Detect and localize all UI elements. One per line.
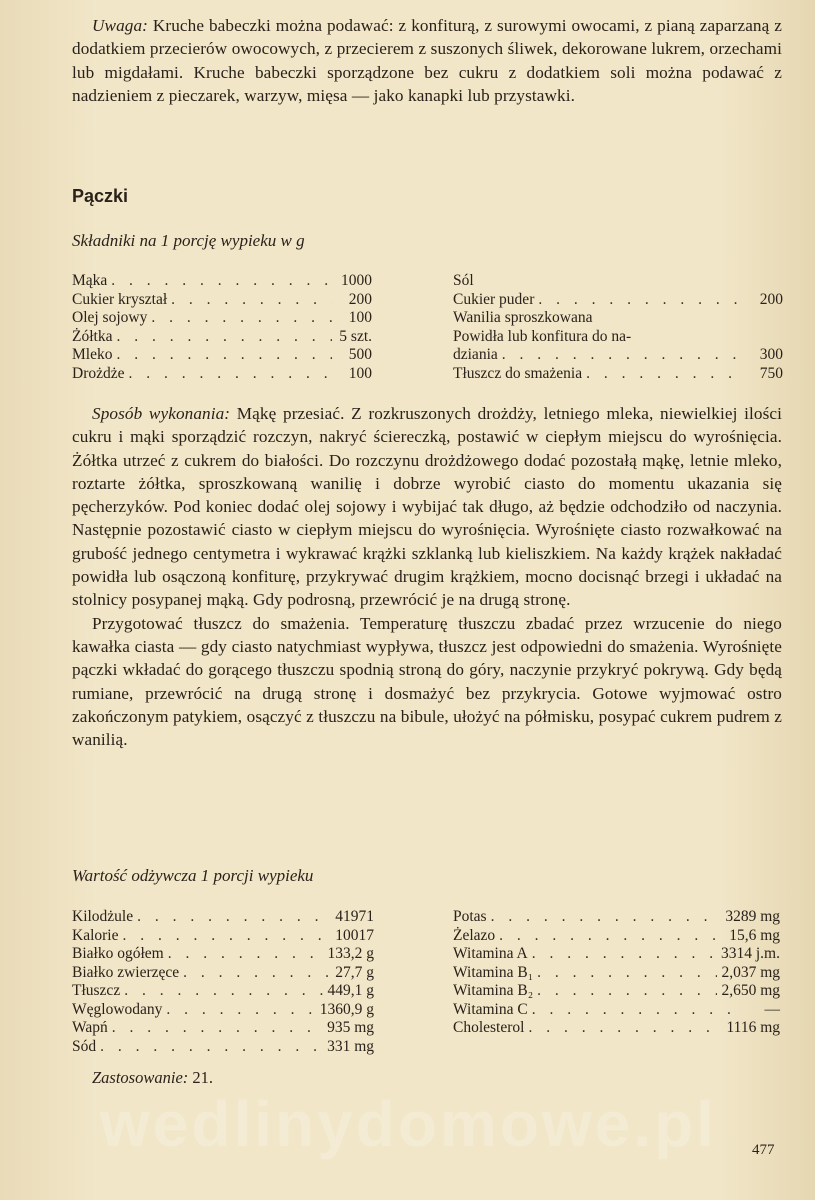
nutrition-right-list bbox=[453, 908, 780, 1038]
nutrition-title: Wartość odżywcza 1 porcji wypieku bbox=[72, 866, 314, 885]
ingredient-value: 1000 bbox=[341, 272, 372, 289]
method-label: Sposób wykonania: bbox=[92, 404, 231, 423]
nutrient-value: 15,6 mg bbox=[729, 926, 780, 944]
nutrient-name: Potas bbox=[453, 908, 487, 925]
nutrient-value: 449,1 g bbox=[327, 982, 374, 999]
ingredient-row bbox=[453, 309, 783, 328]
ingredient-name: Tłuszcz do smażenia bbox=[453, 364, 583, 382]
dot-leader bbox=[538, 291, 743, 310]
dot-leader bbox=[586, 365, 743, 384]
dot-leader bbox=[168, 945, 324, 964]
ingredient-name: Cukier kryształ bbox=[72, 290, 168, 308]
method-section bbox=[72, 402, 782, 751]
dot-leader bbox=[166, 1001, 315, 1020]
nutrient-row bbox=[453, 908, 780, 927]
nutrient-row bbox=[453, 1019, 780, 1038]
nutrient-value: 1360,9 g bbox=[319, 1000, 374, 1018]
ingredient-value: 300 bbox=[759, 346, 783, 363]
ingredient-row bbox=[453, 291, 783, 310]
ingredient-name: Powidła lub konfitura do na- bbox=[453, 327, 632, 345]
intro-label: Uwaga: bbox=[92, 16, 148, 35]
ingredient-name: Cukier puder bbox=[453, 290, 535, 308]
dot-leader bbox=[137, 908, 331, 927]
nutrient-name: Białko zwierzęce bbox=[72, 963, 180, 981]
nutrient-row bbox=[453, 927, 780, 946]
nutrient-value: 2,037 mg bbox=[721, 963, 780, 981]
nutrient-row bbox=[72, 1038, 374, 1057]
nutrient-name: Witamina A bbox=[453, 945, 528, 962]
dot-leader bbox=[122, 927, 331, 946]
nutrient-value: — bbox=[764, 1000, 780, 1018]
ingredient-value: 5 szt. bbox=[339, 327, 372, 345]
nutrient-row bbox=[453, 1001, 780, 1020]
method-paragraph-2: Przygotować tłuszcz do smażenia. Temperaturę tłuszczu zbadać przez wrzucenie do niego kawałka ciasta — gdy ciasto natychmiast wypływa, tłuszcz jest odpowiedni do smażenia. Wyrośnięte pączki wkładać do gorącego tłuszczu spodnią stroną do góry, naczynie przykryć pokrywą. Gdy będą rumiane, przewrócić na drugą stronę i dosmażyć bez przykrycia. Gotowe wyjmować ostro zakończonym patykiem, osączyć z tłuszczu na bibule, ułożyć na półmisku, posypać cukrem pudrem z wanilią. bbox=[72, 613, 782, 750]
dot-leader bbox=[183, 964, 331, 983]
nutrient-value: 3314 j.m. bbox=[721, 945, 780, 962]
nutrient-row bbox=[453, 982, 780, 1001]
nutrient-name: Węglowodany bbox=[72, 1000, 163, 1018]
ingredient-name: Sól bbox=[453, 272, 474, 289]
ingredient-row bbox=[72, 291, 372, 310]
nutrient-value: 133,2 g bbox=[327, 945, 374, 962]
nutrient-name: Witamina C bbox=[453, 1000, 528, 1018]
nutrient-value: 3289 mg bbox=[725, 908, 780, 925]
nutrient-value: 2,650 mg bbox=[721, 982, 780, 999]
nutrient-row bbox=[72, 1001, 374, 1020]
dot-leader bbox=[532, 1001, 740, 1020]
ingredient-value: 100 bbox=[348, 309, 372, 326]
nutrient-row bbox=[72, 945, 374, 964]
dot-leader bbox=[116, 328, 332, 347]
intro-note bbox=[72, 14, 782, 107]
ingredient-value: 100 bbox=[348, 364, 372, 382]
ingredient-row bbox=[453, 365, 783, 384]
dot-leader bbox=[171, 291, 332, 310]
ingredient-row bbox=[72, 346, 372, 365]
recipe-title: Pączki bbox=[72, 186, 129, 206]
ingredients-title: Składniki na 1 porcję wypieku w g bbox=[72, 231, 305, 250]
nutrient-row bbox=[72, 1019, 374, 1038]
nutrient-name: Białko ogółem bbox=[72, 945, 164, 962]
ingredient-row bbox=[72, 328, 372, 347]
nutrient-row bbox=[453, 945, 780, 964]
nutrient-name: Tłuszcz bbox=[72, 982, 121, 999]
ingredient-row bbox=[72, 272, 372, 291]
ingredients-left-list bbox=[72, 272, 372, 383]
dot-leader bbox=[532, 945, 717, 964]
nutrient-name: Kalorie bbox=[72, 926, 119, 944]
dot-leader bbox=[129, 365, 333, 384]
ingredient-row bbox=[72, 365, 372, 384]
method-paragraph-1: Sposób wykonania: Mąkę przesiać. Z rozkruszonych drożdży, letniego mleka, niewielkiej ilości cukru i mąki sporządzić rozczyn, nakryć ściereczką, postawić w ciepłym miejscu do wyrośnięcia. Żółtka utrzeć z cukrem do białości. Do rozczynu drożdżowego dodać pozostałą mąkę, letnie mleko, roztarte żółtka, sproszkowaną wanilię i dobrze wyrobić ciasto do momentu ukazania się pęcherzyków. Pod koniec dodać olej sojowy i wybijać tak długo, aż będzie odchodziło od naczynia. Następnie pozostawić ciasto w ciepłym miejscu do wyrośnięcia. Wyrośnięte ciasto rozwałkować na grubość jednego centymetra i wykrawać krążki szklanką lub kieliszkiem. Na każdy krążek nakładać powidła lub osączoną konfiturę, przykrywać drugim krążkiem, mocno docisnąć brzegi i układać na stolnicy posypanej mąką. Gdy podrosną, przewrócić je na drugą stronę. bbox=[72, 404, 782, 610]
ingredient-row bbox=[453, 272, 783, 291]
ingredient-value: 200 bbox=[759, 290, 783, 308]
dot-leader bbox=[528, 1019, 722, 1038]
nutrient-row bbox=[453, 964, 780, 983]
nutrient-name: Witamina B₁ bbox=[453, 963, 534, 981]
usage-line: Zastosowanie: 21. bbox=[92, 1068, 214, 1087]
dot-leader bbox=[502, 346, 743, 365]
nutrition-left-list bbox=[72, 908, 374, 1056]
ingredient-value: 200 bbox=[348, 290, 372, 308]
dot-leader bbox=[111, 272, 332, 291]
nutrient-value: 1116 mg bbox=[726, 1019, 780, 1036]
nutrient-value: 935 mg bbox=[327, 1019, 374, 1036]
dot-leader bbox=[491, 908, 722, 927]
dot-leader bbox=[116, 346, 332, 365]
dot-leader bbox=[151, 309, 332, 328]
nutrient-row bbox=[72, 964, 374, 983]
nutrient-row bbox=[72, 982, 374, 1001]
ingredient-name: Mleko bbox=[72, 346, 113, 363]
ingredient-name: Mąka bbox=[72, 272, 108, 289]
ingredient-row bbox=[72, 309, 372, 328]
ingredient-value: 500 bbox=[348, 346, 372, 363]
nutrient-row bbox=[72, 908, 374, 927]
nutrient-name: Witamina B₂ bbox=[453, 982, 534, 999]
nutrient-value: 27,7 g bbox=[335, 963, 374, 981]
ingredient-name: dziania bbox=[453, 346, 498, 363]
dot-leader bbox=[100, 1038, 323, 1057]
ingredient-name: Olej sojowy bbox=[72, 309, 148, 326]
nutrient-name: Żelazo bbox=[453, 926, 496, 944]
nutrient-name: Kilodżule bbox=[72, 908, 134, 925]
dot-leader bbox=[537, 982, 717, 1001]
dot-leader bbox=[112, 1019, 323, 1038]
nutrient-value: 41971 bbox=[335, 908, 374, 925]
nutrient-name: Sód bbox=[72, 1037, 97, 1055]
intro-text: Kruche babeczki można podawać: z konfiturą, z surowymi owocami, z pianą zaparzaną z dodatkiem przecierów owocowych, z przecierem z suszonych śliwek, dekorowane lukrem, orzechami lub migdałami. Kruche babeczki sporządzone bez cukru z dodatkiem soli można podawać z nadzieniem z pieczarek, warzyw, mięsa — jako kanapki lub przystawki. bbox=[72, 16, 782, 105]
ingredient-row bbox=[453, 328, 783, 347]
ingredient-row bbox=[453, 346, 783, 365]
ingredient-name: Drożdże bbox=[72, 364, 125, 382]
dot-leader bbox=[124, 982, 323, 1001]
ingredient-name: Wanilia sproszkowana bbox=[453, 309, 593, 326]
nutrient-value: 10017 bbox=[335, 926, 374, 944]
nutrient-name: Cholesterol bbox=[453, 1019, 525, 1036]
watermark-text: wedlinydomowe.pl bbox=[100, 1088, 717, 1160]
nutrient-value: 331 mg bbox=[327, 1037, 374, 1055]
ingredients-right-list bbox=[453, 272, 783, 383]
dot-leader bbox=[499, 927, 725, 946]
nutrient-row bbox=[72, 927, 374, 946]
nutrient-name: Wapń bbox=[72, 1019, 108, 1036]
ingredient-value: 750 bbox=[759, 364, 783, 382]
dot-leader bbox=[537, 964, 717, 983]
page-number: 477 bbox=[752, 1142, 775, 1158]
ingredient-name: Żółtka bbox=[72, 327, 113, 345]
